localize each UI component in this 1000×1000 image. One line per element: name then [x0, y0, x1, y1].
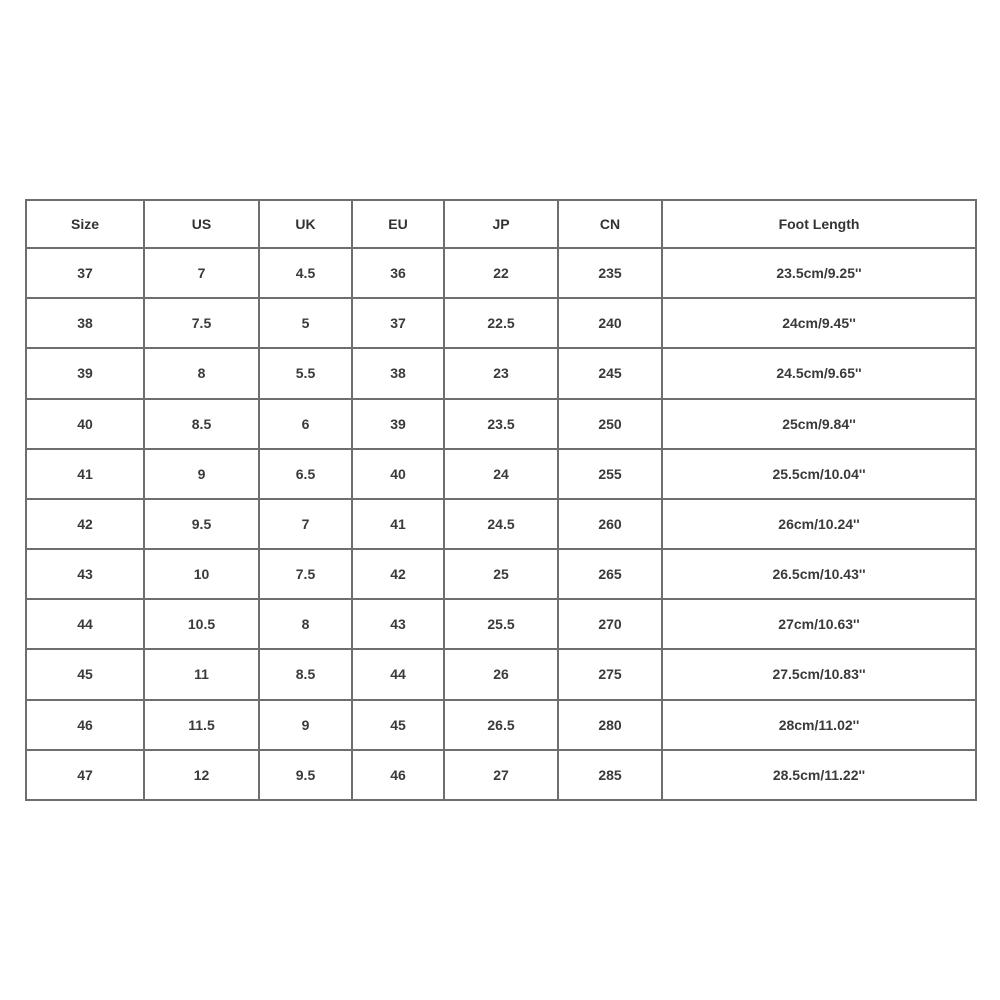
cell-jp: 25.5 [444, 599, 558, 649]
cell-jp: 24.5 [444, 499, 558, 549]
cell-size: 39 [26, 348, 144, 398]
cell-eu: 36 [352, 248, 444, 298]
size-chart-table [25, 199, 977, 801]
cell-size: 41 [26, 449, 144, 499]
table-row [26, 399, 976, 449]
cell-uk: 7.5 [259, 549, 352, 599]
cell-jp: 26.5 [444, 700, 558, 750]
cell-size: 44 [26, 599, 144, 649]
cell-jp: 24 [444, 449, 558, 499]
header-eu: EU [352, 200, 444, 248]
cell-eu: 38 [352, 348, 444, 398]
cell-foot-length: 27.5cm/10.83'' [662, 649, 976, 699]
cell-foot-length: 25cm/9.84'' [662, 399, 976, 449]
header-foot-length: Foot Length [662, 200, 976, 248]
cell-eu: 37 [352, 298, 444, 348]
cell-uk: 8.5 [259, 649, 352, 699]
cell-us: 11 [144, 649, 259, 699]
cell-eu: 41 [352, 499, 444, 549]
header-uk: UK [259, 200, 352, 248]
cell-cn: 280 [558, 700, 662, 750]
cell-size: 37 [26, 248, 144, 298]
cell-us: 10.5 [144, 599, 259, 649]
cell-jp: 23 [444, 348, 558, 398]
header-size: Size [26, 200, 144, 248]
cell-uk: 7 [259, 499, 352, 549]
cell-uk: 5.5 [259, 348, 352, 398]
cell-uk: 9.5 [259, 750, 352, 800]
table-row [26, 348, 976, 398]
header-jp: JP [444, 200, 558, 248]
cell-jp: 22.5 [444, 298, 558, 348]
table-row [26, 298, 976, 348]
header-cn: CN [558, 200, 662, 248]
cell-size: 42 [26, 499, 144, 549]
cell-foot-length: 28.5cm/11.22'' [662, 750, 976, 800]
cell-cn: 270 [558, 599, 662, 649]
cell-foot-length: 23.5cm/9.25'' [662, 248, 976, 298]
table-row [26, 449, 976, 499]
cell-eu: 42 [352, 549, 444, 599]
cell-cn: 265 [558, 549, 662, 599]
cell-uk: 6.5 [259, 449, 352, 499]
cell-jp: 27 [444, 750, 558, 800]
cell-eu: 39 [352, 399, 444, 449]
cell-cn: 235 [558, 248, 662, 298]
cell-eu: 45 [352, 700, 444, 750]
cell-jp: 25 [444, 549, 558, 599]
table-row [26, 599, 976, 649]
cell-eu: 43 [352, 599, 444, 649]
cell-us: 9.5 [144, 499, 259, 549]
cell-cn: 245 [558, 348, 662, 398]
cell-uk: 5 [259, 298, 352, 348]
header-row [26, 200, 976, 248]
cell-cn: 285 [558, 750, 662, 800]
cell-eu: 46 [352, 750, 444, 800]
cell-size: 38 [26, 298, 144, 348]
cell-us: 11.5 [144, 700, 259, 750]
cell-size: 40 [26, 399, 144, 449]
cell-foot-length: 24cm/9.45'' [662, 298, 976, 348]
cell-us: 7 [144, 248, 259, 298]
cell-foot-length: 24.5cm/9.65'' [662, 348, 976, 398]
cell-eu: 40 [352, 449, 444, 499]
table-row [26, 549, 976, 599]
table-row [26, 700, 976, 750]
cell-cn: 250 [558, 399, 662, 449]
cell-uk: 9 [259, 700, 352, 750]
cell-cn: 240 [558, 298, 662, 348]
cell-us: 10 [144, 549, 259, 599]
cell-eu: 44 [352, 649, 444, 699]
cell-foot-length: 28cm/11.02'' [662, 700, 976, 750]
cell-us: 9 [144, 449, 259, 499]
cell-foot-length: 27cm/10.63'' [662, 599, 976, 649]
cell-foot-length: 26cm/10.24'' [662, 499, 976, 549]
cell-foot-length: 25.5cm/10.04'' [662, 449, 976, 499]
cell-foot-length: 26.5cm/10.43'' [662, 549, 976, 599]
cell-cn: 275 [558, 649, 662, 699]
header-us: US [144, 200, 259, 248]
table-row [26, 248, 976, 298]
cell-size: 47 [26, 750, 144, 800]
cell-uk: 6 [259, 399, 352, 449]
cell-size: 46 [26, 700, 144, 750]
table-row [26, 649, 976, 699]
table-row [26, 750, 976, 800]
cell-uk: 8 [259, 599, 352, 649]
cell-cn: 260 [558, 499, 662, 549]
cell-size: 43 [26, 549, 144, 599]
cell-uk: 4.5 [259, 248, 352, 298]
cell-cn: 255 [558, 449, 662, 499]
cell-us: 7.5 [144, 298, 259, 348]
cell-jp: 22 [444, 248, 558, 298]
cell-us: 8 [144, 348, 259, 398]
cell-us: 12 [144, 750, 259, 800]
table-row [26, 499, 976, 549]
cell-us: 8.5 [144, 399, 259, 449]
cell-size: 45 [26, 649, 144, 699]
cell-jp: 23.5 [444, 399, 558, 449]
cell-jp: 26 [444, 649, 558, 699]
